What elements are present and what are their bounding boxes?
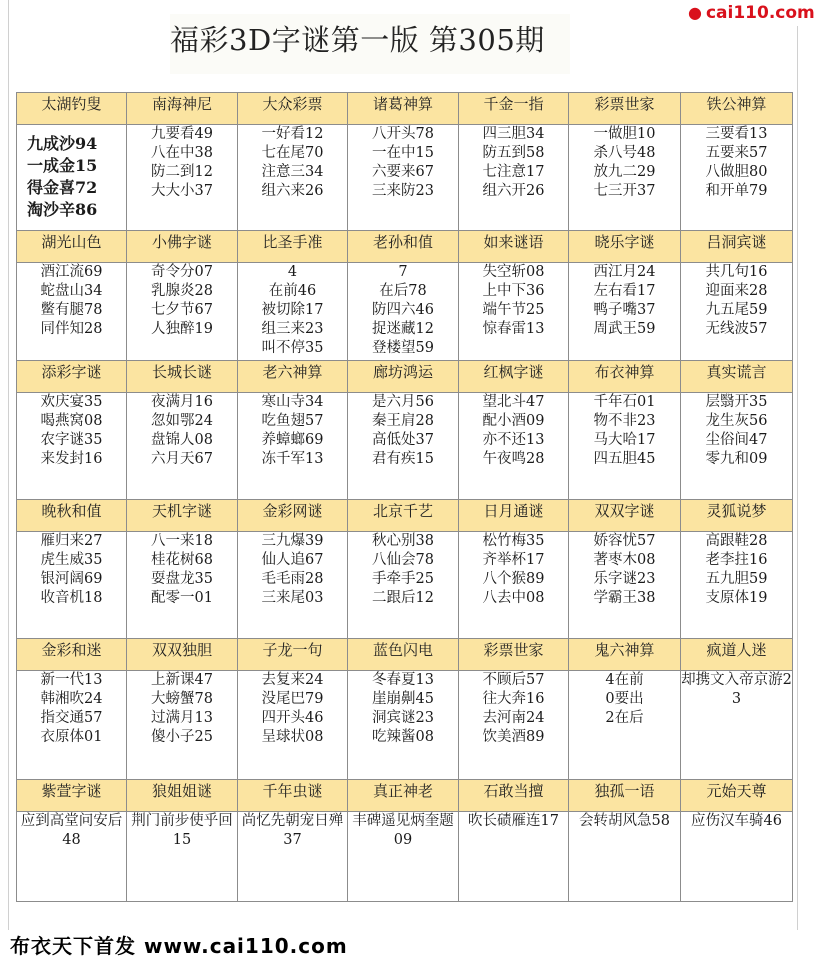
column-header: 独孤一语 [569,780,681,812]
column-header: 子龙一句 [238,639,348,671]
clue-line: 一在中15 [372,145,434,161]
clue-line: 上新课47 [151,672,213,688]
clue-line: 失空斩08 [482,264,545,280]
column-header: 金彩和迷 [17,639,127,671]
column-header: 大众彩票 [238,93,348,125]
clue-cell [348,263,459,361]
clue-line: 冬春夏13 [372,672,434,688]
clue-line: 淘沙辛86 [27,200,98,219]
clue-line: 往大奔16 [482,691,545,707]
clue-row [17,671,793,780]
clue-line: 吃鱼翅57 [261,413,324,429]
column-header: 千金一指 [459,93,569,125]
clue-line: 左右看17 [593,283,656,299]
clue-line: 寒山寺34 [261,394,324,410]
clue-line: 八一来18 [151,533,213,549]
clue-line: 三来尾03 [261,590,324,606]
clue-line: 雁归来27 [40,533,103,549]
column-header: 狼姐姐谜 [127,780,238,812]
clue-line: 八开头78 [372,126,434,142]
clue-cell [681,393,793,500]
clue-line: 七三开37 [593,183,656,199]
column-header: 千年虫谜 [238,780,348,812]
clue-line: 应伤汉车骑46 [691,813,782,829]
clue-line: 在前46 [268,283,317,299]
clue-line: 物不非23 [593,413,656,429]
clue-line: 忽如鄂24 [151,413,213,429]
clue-line: 丰碑遥见炳奎题09 [352,813,454,848]
clue-cell [17,671,127,780]
column-header: 彩票世家 [569,93,681,125]
clue-line: 八在中38 [151,145,213,161]
column-header: 南海神尼 [127,93,238,125]
clue-line: 盘锦人08 [151,432,213,448]
clue-cell [681,812,793,902]
clue-cell [569,125,681,231]
clue-line: 三九爆39 [261,533,324,549]
clue-line: 娇容忧57 [593,533,656,549]
column-header: 双双独胆 [127,639,238,671]
clue-cell [681,125,793,231]
clue-line: 七在尾70 [261,145,324,161]
clue-line: 酒江流69 [40,264,103,280]
column-header: 湖光山色 [17,231,127,263]
clue-line: 午夜鸣28 [482,451,545,467]
clue-line: 八个猴89 [482,571,545,587]
clue-line: 银河阔69 [40,571,103,587]
clue-line: 喝燕窝08 [40,413,103,429]
clue-line: 四五胆45 [593,451,656,467]
clue-cell [348,671,459,780]
clue-cell [569,393,681,500]
clue-line: 叫不停35 [261,340,324,356]
column-header: 蓝色闪电 [348,639,459,671]
column-header: 紫萱字谜 [17,780,127,812]
clue-line: 欢庆宴35 [40,394,103,410]
clue-line: 学霸王38 [593,590,656,606]
clue-cell [459,812,569,902]
clue-line: 夜满月16 [151,394,213,410]
clue-line: 0要出 [605,691,644,707]
clue-line: 共几句16 [705,264,768,280]
clue-line: 去复来24 [261,672,324,688]
clue-cell [681,671,793,780]
column-header: 彩票世家 [459,639,569,671]
column-header: 日月通谜 [459,500,569,532]
clue-line: 人独醉19 [151,321,213,337]
column-header: 如来谜语 [459,231,569,263]
clue-cell [17,532,127,639]
clue-line: 一成金15 [27,156,98,175]
clue-line: 六要来67 [372,164,434,180]
clue-line: 四开头46 [261,710,324,726]
column-header: 晓乐字谜 [569,231,681,263]
clue-cell [127,812,238,902]
column-header: 廊坊鸿运 [348,361,459,393]
clue-line: 衣原体01 [40,729,103,745]
clue-line: 蛇盘山34 [40,283,103,299]
clue-line: 三来防23 [372,183,434,199]
clue-line: 亦不还13 [482,432,545,448]
clue-line: 收音机18 [40,590,103,606]
clue-line: 防四六46 [372,302,434,318]
clue-line: 防五到58 [482,145,545,161]
column-header: 铁公神算 [681,93,793,125]
clue-line: 三要看13 [705,126,768,142]
column-header: 鬼六神算 [569,639,681,671]
column-header: 小佛字谜 [127,231,238,263]
clue-line: 养蟑螂69 [261,432,324,448]
clue-cell [459,393,569,500]
clue-cell [127,671,238,780]
clue-line: 八做胆80 [705,164,768,180]
clue-line: 周武王59 [593,321,656,337]
clue-line: 崖崩劓45 [372,691,434,707]
clue-line: 一做胆10 [593,126,656,142]
clue-cell [348,393,459,500]
clue-line: 八去中08 [482,590,545,606]
column-header: 灵狐说梦 [681,500,793,532]
clue-line: 配小酒09 [482,413,545,429]
clue-line: 组六开26 [482,183,545,199]
clue-cell [17,812,127,902]
clue-line: 无线波57 [705,321,768,337]
clue-line: 尚忆先朝宠日殚37 [241,813,344,848]
clue-line: 放九二29 [593,164,656,180]
clue-cell [238,812,348,902]
column-header: 太湖钓叟 [17,93,127,125]
column-header: 真实谎言 [681,361,793,393]
clue-cell [127,532,238,639]
clue-cell [238,671,348,780]
clue-line: 九要看49 [151,126,213,142]
clue-line: 大螃蟹78 [151,691,213,707]
clue-row [17,532,793,639]
footer-source: 布衣天下首发 www.cai110.com [0,930,370,962]
clue-line: 捉迷藏12 [372,321,434,337]
clue-line: 手牵手25 [372,571,434,587]
clue-cell [569,671,681,780]
clue-cell [17,263,127,361]
clue-line: 饮美酒89 [482,729,545,745]
header-row [17,93,793,125]
site-badge[interactable] [680,0,815,26]
clue-line: 奇令分07 [151,264,213,280]
column-header: 诸葛神算 [348,93,459,125]
clue-line: 配零一01 [151,590,213,606]
clue-row [17,125,793,231]
clue-line: 2在后 [605,710,644,726]
clue-line: 九成沙94 [27,134,98,153]
column-header: 双双字谜 [569,500,681,532]
clue-row [17,812,793,902]
clue-cell [459,263,569,361]
clue-cell [569,812,681,902]
clue-line: 二跟后12 [372,590,434,606]
clue-cell [238,532,348,639]
clue-line: 尘俗间47 [705,432,768,448]
clue-line: 鳖有腿78 [40,302,103,318]
clue-line: 组三来23 [261,321,324,337]
clue-line: 韩湘吹24 [40,691,103,707]
column-header: 比圣手准 [238,231,348,263]
column-header: 布衣神算 [569,361,681,393]
column-header: 元始天尊 [681,780,793,812]
clue-line: 去河南24 [482,710,545,726]
clue-line: 防二到12 [151,164,213,180]
clue-line: 登楼望59 [372,340,434,356]
bullet-icon: ● [688,3,702,22]
clue-line: 七注意17 [482,164,545,180]
clue-cell [17,393,127,500]
clue-line: 大大小37 [151,183,213,199]
clue-line: 望北斗47 [482,394,545,410]
clue-line: 呈球状08 [261,729,324,745]
clue-line: 农字谜35 [40,432,103,448]
clue-line: 老李拄16 [705,552,768,568]
clue-cell [569,532,681,639]
clue-line: 不顾后57 [482,672,545,688]
clue-line: 著枣木08 [593,552,656,568]
header-row [17,639,793,671]
clue-cell [681,532,793,639]
clue-line: 4 [287,264,298,280]
clue-line: 洞宾谜23 [372,710,434,726]
clue-line: 毛毛雨28 [261,571,324,587]
clue-line: 和开单79 [705,183,768,199]
column-header: 金彩网谜 [238,500,348,532]
clue-cell [17,125,127,231]
clue-line: 来发封16 [40,451,103,467]
clue-line: 高低处37 [372,432,434,448]
clue-line: 得金喜72 [27,178,98,197]
clue-line: 西江月24 [593,264,656,280]
clue-line: 仙人追67 [261,552,324,568]
clue-line: 端午节25 [482,302,545,318]
clue-line: 秋心别38 [372,533,434,549]
clue-line: 同伴知28 [40,321,103,337]
header-row [17,361,793,393]
clue-line: 被切除17 [261,302,324,318]
clue-line: 一好看12 [261,126,324,142]
clue-line: 冻千军13 [261,451,324,467]
clue-line: 却携文入帝京游23 [681,672,792,707]
page-title: 福彩3D字谜第一版 第305期 [170,14,570,74]
column-header: 疯道人迷 [681,639,793,671]
clue-line: 乐字谜23 [593,571,656,587]
clue-cell [238,393,348,500]
column-header: 老孙和值 [348,231,459,263]
clue-line: 千年石01 [593,394,656,410]
clue-row [17,393,793,500]
clue-line: 注意三34 [261,164,324,180]
right-border-line [797,0,798,930]
clue-line: 七夕节67 [151,302,213,318]
clue-line: 组六来26 [261,183,324,199]
clue-line: 傻小子25 [151,729,213,745]
clue-line: 零九和09 [705,451,768,467]
column-header: 北京千艺 [348,500,459,532]
clue-cell [681,263,793,361]
clue-line: 马大哈17 [593,432,656,448]
clue-line: 乳腺炎28 [151,283,213,299]
clue-cell [459,125,569,231]
clue-line: 虎生威35 [40,552,103,568]
clue-line: 没尾巴79 [261,691,324,707]
column-header: 吕洞宾谜 [681,231,793,263]
left-border-line [8,0,9,930]
clue-line: 五九胆59 [705,571,768,587]
clue-cell [238,263,348,361]
clue-line: 龙生灰56 [705,413,768,429]
clue-line: 是六月56 [372,394,434,410]
column-header: 老六神算 [238,361,348,393]
clue-line: 迎面来28 [705,283,768,299]
clue-line: 荆门前步使乎回15 [131,813,233,848]
column-header: 真正神老 [348,780,459,812]
clue-line: 八仙会78 [372,552,434,568]
clue-line: 支原体19 [705,590,768,606]
clue-line: 7 [398,264,408,280]
clue-line: 高跟鞋28 [705,533,768,549]
site-badge-text: cai110.com [705,3,815,23]
clue-line: 惊春雷13 [482,321,545,337]
header-row [17,500,793,532]
column-header: 石敢当擅 [459,780,569,812]
clue-cell [127,263,238,361]
clue-cell [127,393,238,500]
clue-line: 在后78 [379,283,427,299]
clue-line: 新一代13 [40,672,103,688]
clue-line: 松竹梅35 [482,533,545,549]
clue-line: 君有疾15 [372,451,434,467]
clue-line: 吃辣酱08 [372,729,434,745]
clue-cell [348,812,459,902]
header-row [17,231,793,263]
clue-line: 会转胡风急58 [579,813,670,829]
clue-line: 指交通57 [40,710,103,726]
clue-cell [569,263,681,361]
clue-line: 耍盘龙35 [151,571,213,587]
clue-cell [348,125,459,231]
clue-row [17,263,793,361]
clue-cell [459,532,569,639]
clue-line: 秦王肩28 [372,413,434,429]
clue-line: 鸭子嘴37 [593,302,656,318]
column-header: 添彩字谜 [17,361,127,393]
column-header: 天机字谜 [127,500,238,532]
clue-line: 四三胆34 [482,126,545,142]
clue-line: 五要来57 [705,145,768,161]
clue-line: 应到高堂问安后48 [20,813,123,848]
column-header: 晚秋和值 [17,500,127,532]
clue-line: 吹长碛雁连17 [468,813,559,829]
clue-line: 上中下36 [482,283,545,299]
clue-line: 层翳开35 [705,394,768,410]
clue-cell [238,125,348,231]
clue-line: 九五尾59 [705,302,768,318]
puzzle-grid [16,92,793,902]
clue-line: 4在前 [605,672,644,688]
column-header: 红枫字谜 [459,361,569,393]
clue-line: 桂花树68 [151,552,213,568]
clue-cell [348,532,459,639]
clue-line: 六月天67 [151,451,213,467]
clue-line: 齐举杯17 [482,552,545,568]
column-header: 长城长谜 [127,361,238,393]
clue-cell [127,125,238,231]
clue-line: 杀八号48 [593,145,656,161]
clue-cell [459,671,569,780]
clue-line: 过满月13 [151,710,213,726]
header-row [17,780,793,812]
